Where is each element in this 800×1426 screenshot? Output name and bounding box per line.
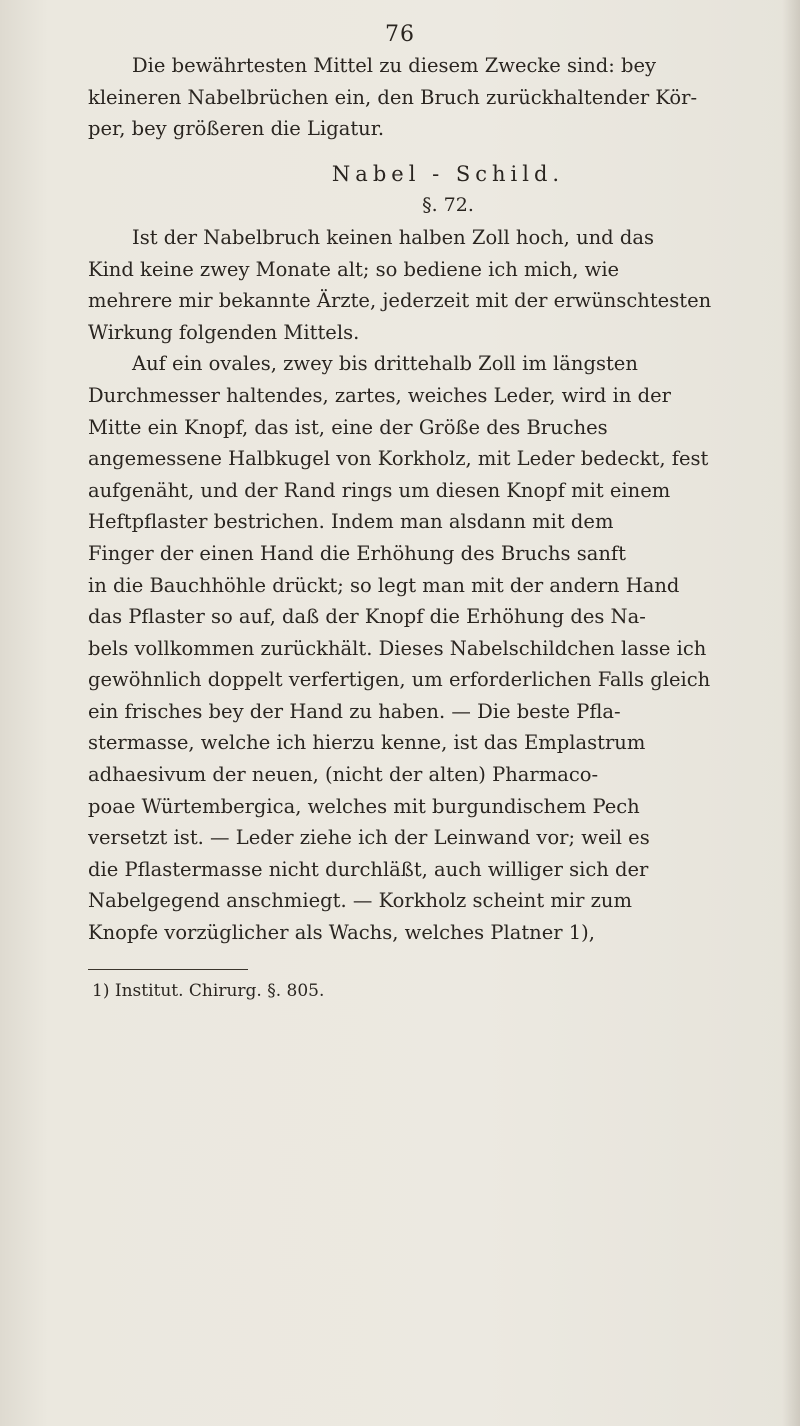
- text-line: poae Würtembergica, welches mit burgundischem Pech: [88, 794, 640, 818]
- text-line: adhaesivum der neuen, (nicht der alten) Pharmaco-: [88, 763, 599, 787]
- text-line: ein frisches bey der Hand zu haben. — Die beste Pfla-: [88, 699, 621, 723]
- text-line: Kind keine zwey Monate alt; so bediene ich mich, wie: [88, 257, 620, 281]
- text-line: Nabelgegend anschmiegt. — Korkholz scheint mir zum: [88, 889, 632, 913]
- text-line: Durchmesser haltendes, zartes, weiches Leder, wird in der: [88, 383, 671, 407]
- text-line: Knopfe vorzüglicher als Wachs, welches Platner 1),: [88, 921, 595, 945]
- text-line: angemessene Halbkugel von Korkholz, mit Leder bedeckt, fest: [88, 447, 709, 471]
- text-block: [88, 50, 768, 1004]
- text-line: Die bewährtesten Mittel zu diesem Zwecke sind: bey: [132, 54, 657, 77]
- text-line: kleineren Nabelbrüchen ein, den Bruch zurückhaltender Kör-: [88, 85, 698, 109]
- text-line: das Pflaster so auf, daß der Knopf die Erhöhung des Na-: [88, 605, 646, 629]
- text-line: per, bey größeren die Ligatur.: [88, 117, 385, 141]
- text-line: in die Bauchhöhle drückt; so legt man mit der andern Hand: [88, 573, 680, 597]
- text-line: Heftpflaster bestrichen. Indem man alsdann mit dem: [88, 510, 614, 534]
- text-line: Auf ein ovales, zwey bis drittehalb Zoll im längsten: [132, 352, 638, 376]
- text-line: Finger der einen Hand die Erhöhung des Bruchs sanft: [88, 541, 626, 565]
- text-line: die Pflastermasse nicht durchläßt, auch williger sich der: [88, 857, 649, 881]
- text-line: bels vollkommen zurückhält. Dieses Nabelschildchen lasse ich: [88, 636, 707, 660]
- section-number: §. 72.: [422, 194, 474, 217]
- text-line: Wirkung folgenden Mittels.: [88, 320, 360, 344]
- text-line: mehrere mir bekannte Ärzte, jederzeit mit der erwünschtesten: [88, 289, 712, 313]
- text-line: stermasse, welche ich hierzu kenne, ist das Emplastrum: [88, 731, 646, 755]
- footnote: 1) Institut. Chirurg. §. 805.: [92, 980, 325, 1001]
- text-line: Ist der Nabelbruch keinen halben Zoll hoch, und das: [132, 225, 654, 249]
- page-number: 76: [385, 22, 415, 47]
- footnote-divider: [88, 969, 248, 970]
- section-heading: Nabel - Schild.: [331, 161, 565, 186]
- text-line: aufgenäht, und der Rand rings um diesen Knopf mit einem: [88, 478, 671, 502]
- text-line: Mitte ein Knopf, das ist, eine der Größe des Bruches: [88, 415, 608, 439]
- text-line: gewöhnlich doppelt verfertigen, um erforderlichen Falls gleich: [88, 668, 711, 692]
- text-line: versetzt ist. — Leder ziehe ich der Leinwand vor; weil es: [88, 826, 650, 850]
- page-edge-shadow: [782, 0, 800, 1426]
